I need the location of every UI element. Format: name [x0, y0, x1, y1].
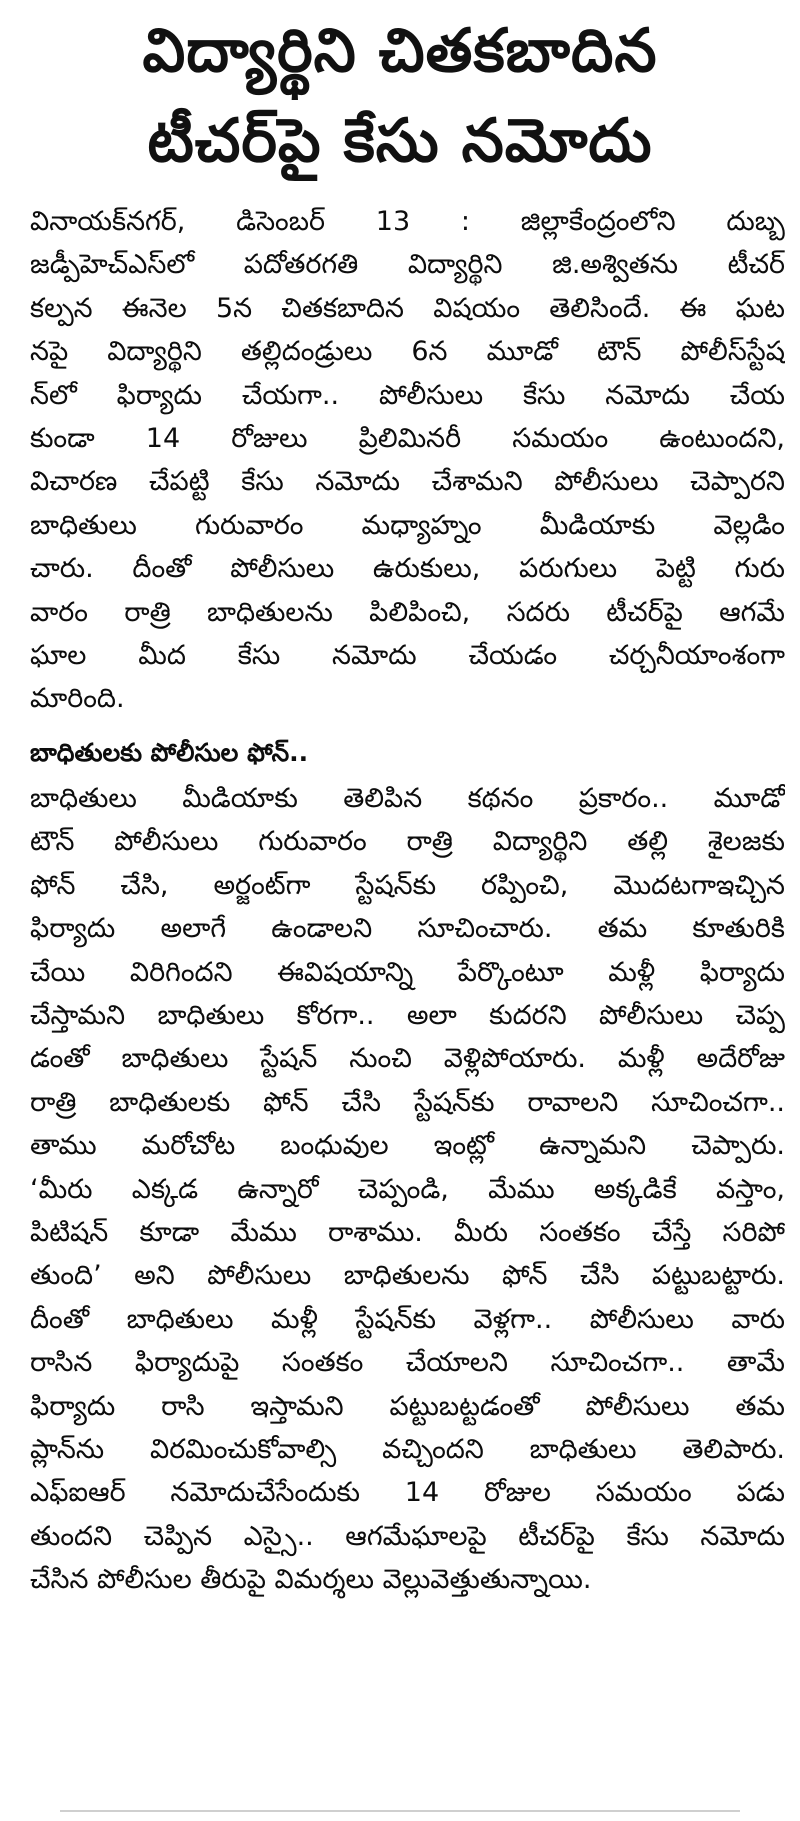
text-line: టౌన్ పోలీసులు గురువారం రాత్రి విద్యార్థిని తల్లి శైలజకు: [30, 826, 785, 858]
headline-line-1: విద్యార్థిని చితకబాదిన: [142, 16, 658, 86]
text-line: ఎఫ్ఐఆర్ నమోదుచేసేందుకు 14 రోజుల సమయం పడు: [30, 1477, 785, 1509]
text-line: రాసిన ఫిర్యాదుపై సంతకం చేయాలని సూచించగా.. తామే: [30, 1347, 785, 1379]
text-line: బాధితులు గురువారం మధ్యాహ్నం మీడియాకు వెల్లడిం: [30, 509, 785, 541]
text-line: చేయి విరిగిందని ఈవిషయాన్ని పేర్కొంటూ మళ్లీ ఫిర్యాదు: [30, 956, 785, 988]
text-line: కల్పన ఈనెల 5న చితకబాదిన విషయం తెలిసిందే. ఈ ఘట: [30, 292, 785, 324]
text-line: చేసిన పోలీసుల తీరుపై విమర్శలు వెల్లువెత్తుతున్నాయి.: [30, 1564, 592, 1596]
bottom-divider: [60, 1810, 740, 1812]
paragraph-2: [30, 777, 785, 1602]
text-line: చేస్తామని బాధితులు కోరగా.. అలా కుదరని పోలీసులు చెప్ప: [30, 999, 785, 1031]
text-line: డంతో బాధితులు స్టేషన్ నుంచి వెళ్లిపోయారు. మళ్లీ అదేరోజు: [30, 1043, 785, 1075]
text-line: తుందని చెప్పిన ఎస్సై.. ఆగమేఘాలపై టీచర్‌పై కేసు నమోదు: [30, 1520, 785, 1552]
text-line: న్‌లో ఫిర్యాదు చేయగా.. పోలీసులు కేసు నమోదు చేయ: [30, 379, 785, 411]
headline-line-2: టీచర్‌పై కేసు నమోదు: [147, 106, 653, 176]
text-line: వారం రాత్రి బాధితులను పిలిపించి, సదరు టీచర్‌పై ఆగమే: [30, 596, 785, 628]
text-line: దీంతో బాధితులు మళ్లీ స్టేషన్‌కు వెళ్లగా.. పోలీసులు వారు: [30, 1303, 785, 1335]
text-line: కుండా 14 రోజులు ప్రిలిమినరీ సమయం ఉంటుందని,: [30, 423, 785, 455]
text-line: వినాయక్‌నగర్, డిసెంబర్ 13 : జిల్లాకేంద్రంలోని దుబ్బ: [30, 206, 785, 237]
text-line: తుంది’ అని పోలీసులు బాధితులను ఫోన్ చేసి పట్టుబట్టారు.: [30, 1260, 785, 1292]
text-line: ఫిర్యాదు రాసి ఇస్తామని పట్టుబట్టడంతో పోలీసులు తమ: [30, 1390, 785, 1422]
text-line: తాము మరోచోట బంధువుల ఇంట్లో ఉన్నామని చెప్పారు.: [30, 1130, 785, 1162]
text-line: విచారణ చేపట్టి కేసు నమోదు చేశామని పోలీసులు చెప్పారని: [30, 466, 785, 498]
text-line: ఫిర్యాదు అలాగే ఉండాలని సూచించారు. తమ కూతురికి: [30, 913, 785, 945]
text-line: నపై విద్యార్థిని తల్లిదండ్రులు 6న మూడో టౌన్ పోలీస్‌స్టేష: [30, 336, 785, 368]
text-line: ఘాల మీద కేసు నమోదు చేయడం చర్చనీయాంశంగా: [30, 640, 785, 672]
text-line: పిటిషన్ కూడా మేము రాశాము. మీరు సంతకం చేస్తే సరిపో: [30, 1216, 785, 1248]
paragraph-1: [30, 200, 785, 721]
text-line: జడ్పీహెచ్ఎస్‌లో పదోతరగతి విద్యార్థిని జి.అశ్వితను టీచర్: [30, 249, 785, 281]
subheading: బాధితులకు పోలీసుల ఫోన్..: [30, 737, 309, 767]
text-line: ‘మీరు ఎక్కడ ఉన్నారో చెప్పండి, మేము అక్కడికే వస్తాం,: [30, 1173, 785, 1205]
text-line: ప్లాన్‌ను విరమించుకోవాల్సి వచ్చిందని బాధితులు తెలిపారు.: [30, 1433, 785, 1465]
text-line: ఫోన్ చేసి, అర్జంట్‌గా స్టేషన్‌కు రప్పించి, మొదటగాఇచ్చిన: [30, 869, 785, 901]
text-line: రాత్రి బాధితులకు ఫోన్ చేసి స్టేషన్‌కు రావాలని సూచించగా..: [30, 1086, 785, 1118]
article-body: [30, 200, 785, 1602]
headline: [30, 6, 770, 186]
text-line: మారింది.: [30, 683, 125, 715]
text-line: బాధితులు మీడియాకు తెలిపిన కథనం ప్రకారం.. మూడో: [30, 782, 785, 814]
text-line: చారు. దీంతో పోలీసులు ఉరుకులు, పరుగులు పెట్టి గురు: [30, 553, 785, 585]
